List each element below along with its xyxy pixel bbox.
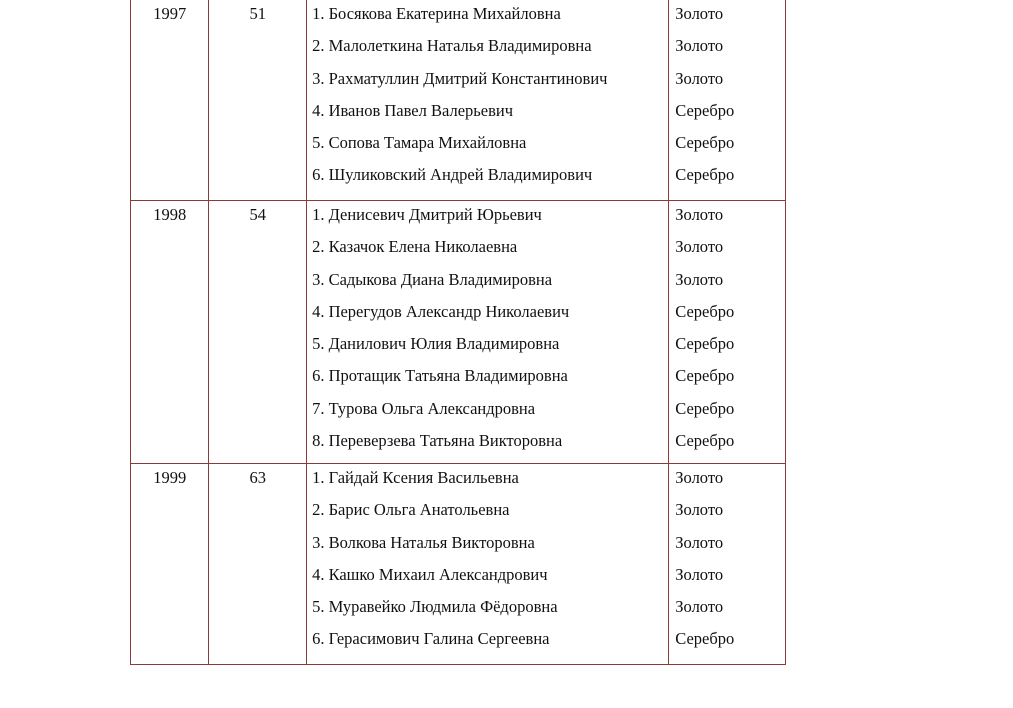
awards-cell bbox=[669, 0, 786, 201]
student-name: 5. Сопова Тамара Михайловна bbox=[312, 133, 527, 153]
award-label: Золото bbox=[675, 500, 724, 520]
award-label: Золото bbox=[675, 597, 724, 617]
school-cell: 54 bbox=[209, 201, 307, 464]
student-name: 6. Протащик Татьяна Владимировна bbox=[312, 366, 568, 386]
names-cell bbox=[307, 0, 669, 201]
award-label: Серебро bbox=[675, 165, 735, 185]
student-name: 8. Переверзева Татьяна Викторовна bbox=[312, 431, 563, 451]
student-name: 5. Данилович Юлия Владимировна bbox=[312, 334, 560, 354]
award-label: Золото bbox=[675, 36, 724, 56]
award-label: Серебро bbox=[675, 133, 735, 153]
award-label: Золото bbox=[675, 269, 724, 289]
award-label: Серебро bbox=[675, 100, 735, 120]
award-label: Золото bbox=[675, 237, 724, 257]
medal-table bbox=[130, 0, 786, 665]
year-cell: 1999 bbox=[131, 464, 209, 665]
student-name: 3. Рахматуллин Дмитрий Константинович bbox=[312, 68, 608, 88]
names-cell bbox=[307, 201, 669, 464]
student-name: 1. Босякова Екатерина Михайловна bbox=[312, 4, 561, 23]
year-cell: 1998 bbox=[131, 201, 209, 464]
award-label: Серебро bbox=[675, 629, 735, 649]
student-name: 1. Денисевич Дмитрий Юрьевич bbox=[312, 205, 542, 224]
student-name: 4. Перегудов Александр Николаевич bbox=[312, 301, 570, 321]
names-cell bbox=[307, 464, 669, 665]
table-row-group bbox=[131, 201, 786, 464]
award-label: Золото bbox=[675, 205, 724, 224]
award-label: Золото bbox=[675, 4, 724, 23]
award-label: Серебро bbox=[675, 366, 735, 386]
school-cell: 63 bbox=[209, 464, 307, 665]
award-label: Золото bbox=[675, 468, 724, 487]
student-name: 1. Гайдай Ксения Васильевна bbox=[312, 468, 519, 487]
student-name: 7. Турова Ольга Александровна bbox=[312, 398, 536, 418]
student-name: 6. Шуликовский Андрей Владимирович bbox=[312, 165, 593, 185]
student-name: 4. Кашко Михаил Александрович bbox=[312, 564, 548, 584]
student-name: 6. Герасимович Галина Сергеевна bbox=[312, 629, 550, 649]
student-name: 5. Муравейко Людмила Фёдоровна bbox=[312, 597, 558, 617]
student-name: 2. Малолеткина Наталья Владимировна bbox=[312, 36, 592, 56]
student-name: 3. Волкова Наталья Викторовна bbox=[312, 532, 535, 552]
awards-cell bbox=[669, 201, 786, 464]
award-label: Золото bbox=[675, 564, 724, 584]
award-label: Серебро bbox=[675, 334, 735, 354]
award-label: Золото bbox=[675, 68, 724, 88]
student-name: 4. Иванов Павел Валерьевич bbox=[312, 100, 514, 120]
year-cell: 1997 bbox=[131, 0, 209, 201]
school-cell: 51 bbox=[209, 0, 307, 201]
student-name: 2. Казачок Елена Николаевна bbox=[312, 237, 518, 257]
award-label: Серебро bbox=[675, 398, 735, 418]
student-name: 2. Барис Ольга Анатольевна bbox=[312, 500, 510, 520]
table-row-group bbox=[131, 0, 786, 201]
awards-cell bbox=[669, 464, 786, 665]
award-label: Золото bbox=[675, 532, 724, 552]
table-row-group bbox=[131, 464, 786, 665]
award-label: Серебро bbox=[675, 301, 735, 321]
award-label: Серебро bbox=[675, 431, 735, 451]
student-name: 3. Садыкова Диана Владимировна bbox=[312, 269, 553, 289]
